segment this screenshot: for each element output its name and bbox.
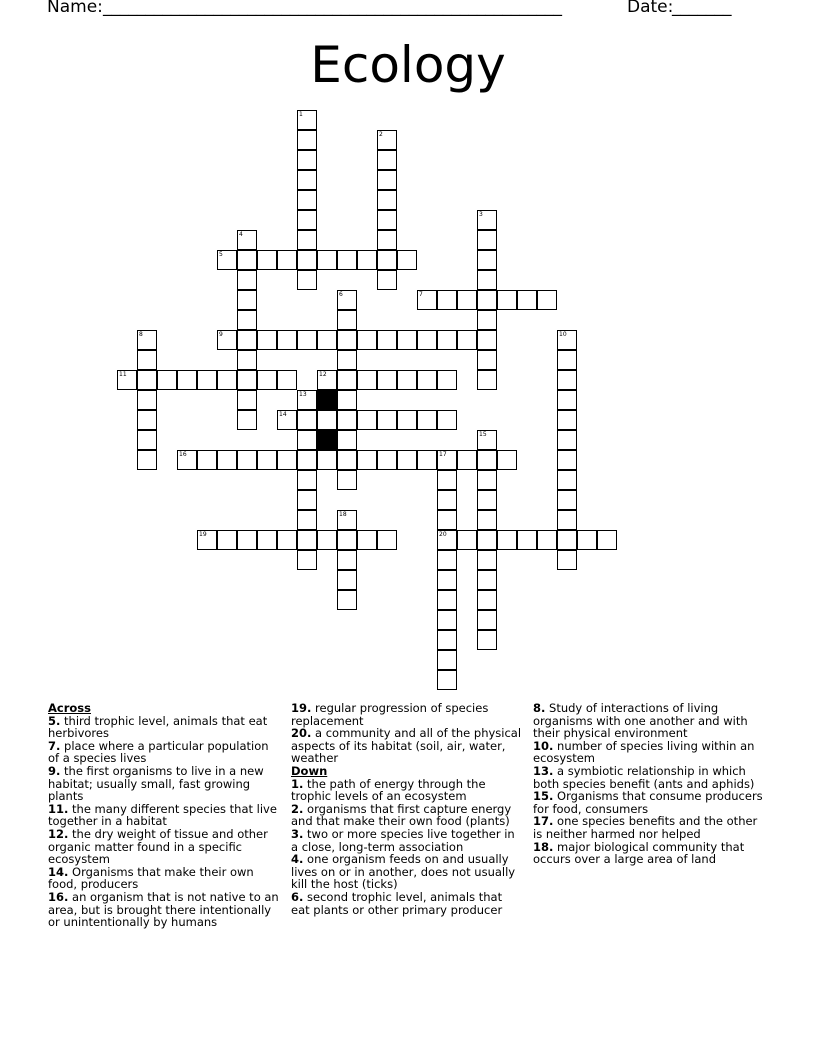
grid-cell[interactable] (237, 370, 257, 390)
clue-item (48, 828, 280, 866)
grid-cell[interactable] (397, 250, 417, 270)
clue-text: organisms that first capture energy and that make their own food (plants) (291, 801, 512, 829)
grid-cell[interactable] (297, 530, 317, 550)
grid-cell[interactable] (437, 410, 457, 430)
clue-text: the first organisms to live in a new habitat; usually small, fast growing plants (48, 763, 264, 804)
clue-item (48, 715, 280, 740)
grid-cell[interactable] (337, 510, 357, 530)
grid-cell[interactable] (497, 290, 517, 310)
grid-cell[interactable] (437, 650, 457, 670)
name-line[interactable]: ______________________________________________________ (103, 0, 562, 17)
clue-text: Organisms that consume producers for food, consumers (533, 789, 763, 816)
clue-number: 7. (48, 738, 61, 753)
page-title: Ecology (310, 36, 506, 94)
clue-item (291, 727, 523, 765)
grid-cell[interactable] (277, 330, 297, 350)
grid-cell[interactable] (477, 350, 497, 370)
grid-cell[interactable] (377, 210, 397, 230)
grid-cell[interactable] (357, 330, 377, 350)
grid-cell[interactable] (237, 270, 257, 290)
grid-cell[interactable] (337, 250, 357, 270)
grid-cell[interactable] (557, 430, 577, 450)
clue-number: 20. (291, 726, 312, 741)
clue-item (291, 853, 523, 891)
clue-number: 8. (533, 701, 546, 715)
grid-cell[interactable] (397, 410, 417, 430)
grid-cell[interactable] (557, 530, 577, 550)
grid-cell[interactable] (437, 290, 457, 310)
grid-cell[interactable] (297, 170, 317, 190)
clue-number: 16 (179, 451, 187, 458)
grid-cell[interactable] (277, 410, 297, 430)
clue-number: 9 (219, 331, 223, 338)
grid-cell[interactable] (297, 150, 317, 170)
grid-cell[interactable] (317, 530, 337, 550)
grid-cell[interactable] (277, 370, 297, 390)
grid-cell[interactable] (437, 550, 457, 570)
grid-cell[interactable] (417, 410, 437, 430)
clue-text: the many different species that live together in a habitat (48, 801, 277, 829)
grid-cell[interactable] (477, 550, 497, 570)
clue-number: 11. (48, 801, 69, 816)
clue-number: 1. (291, 776, 304, 791)
grid-cell[interactable] (437, 510, 457, 530)
clue-number: 10. (533, 738, 554, 753)
grid-cell[interactable] (237, 530, 257, 550)
grid-cell[interactable] (437, 450, 457, 470)
clue-text: the path of energy through the trophic levels of an ecosystem (291, 776, 486, 804)
clue-item (291, 828, 523, 853)
black-square (317, 390, 337, 410)
clue-number: 15 (479, 431, 487, 438)
clue-number: 6 (339, 291, 343, 298)
grid-cell[interactable] (137, 410, 157, 430)
grid-cell[interactable] (437, 370, 457, 390)
grid-cell[interactable] (257, 330, 277, 350)
grid-cell[interactable] (457, 290, 477, 310)
clue-number: 7 (419, 291, 423, 298)
clue-item (533, 815, 765, 840)
grid-cell[interactable] (297, 410, 317, 430)
clue-text: major biological community that occurs over a large area of land (533, 839, 745, 867)
grid-cell[interactable] (377, 530, 397, 550)
grid-cell[interactable] (557, 390, 577, 410)
grid-cell[interactable] (557, 410, 577, 430)
clue-item (48, 803, 280, 828)
grid-cell[interactable] (337, 290, 357, 310)
grid-cell[interactable] (317, 370, 337, 390)
grid-cell[interactable] (297, 110, 317, 130)
grid-cell[interactable] (537, 530, 557, 550)
grid-cell[interactable] (477, 430, 497, 450)
grid-cell[interactable] (177, 450, 197, 470)
date-line[interactable]: _______ (672, 0, 732, 17)
clue-column-1 (48, 702, 280, 929)
grid-cell[interactable] (297, 130, 317, 150)
grid-cell[interactable] (557, 370, 577, 390)
clue-number: 10 (559, 331, 567, 338)
grid-cell[interactable] (197, 530, 217, 550)
grid-cell[interactable] (237, 390, 257, 410)
clue-number: 15. (533, 789, 554, 804)
grid-cell[interactable] (497, 530, 517, 550)
grid-cell[interactable] (257, 450, 277, 470)
clue-number: 16. (48, 889, 69, 904)
grid-cell[interactable] (377, 130, 397, 150)
date-label: Date: (627, 0, 679, 17)
grid-cell[interactable] (437, 610, 457, 630)
grid-cell[interactable] (217, 370, 237, 390)
grid-cell[interactable] (397, 330, 417, 350)
grid-cell[interactable] (457, 450, 477, 470)
grid-cell[interactable] (437, 630, 457, 650)
clue-item (291, 891, 523, 916)
grid-cell[interactable] (217, 450, 237, 470)
clue-text: two or more species live together in a close, long-term association (291, 826, 515, 854)
clue-text: one species benefits and the other is neither harmed nor helped (533, 814, 758, 841)
grid-cell[interactable] (437, 490, 457, 510)
grid-cell[interactable] (217, 250, 237, 270)
grid-cell[interactable] (417, 290, 437, 310)
grid-cell[interactable] (237, 250, 257, 270)
clue-item (291, 803, 523, 828)
grid-cell[interactable] (317, 330, 337, 350)
grid-cell[interactable] (337, 470, 357, 490)
clue-item (48, 891, 280, 929)
grid-cell[interactable] (557, 470, 577, 490)
grid-cell[interactable] (237, 330, 257, 350)
grid-cell[interactable] (437, 530, 457, 550)
grid-cell[interactable] (377, 170, 397, 190)
grid-cell[interactable] (377, 190, 397, 210)
grid-cell[interactable] (337, 390, 357, 410)
grid-cell[interactable] (377, 270, 397, 290)
grid-cell[interactable] (237, 310, 257, 330)
grid-cell[interactable] (477, 630, 497, 650)
clue-column-3 (533, 702, 765, 866)
clue-number: 19 (199, 531, 207, 538)
clue-text: place where a particular population of a species lives (48, 738, 269, 766)
grid-cell[interactable] (337, 530, 357, 550)
clue-item (48, 866, 280, 891)
grid-cell[interactable] (137, 450, 157, 470)
clue-number: 6. (291, 889, 304, 904)
clue-item (291, 778, 523, 803)
grid-cell[interactable] (237, 290, 257, 310)
grid-cell[interactable] (457, 330, 477, 350)
grid-cell[interactable] (337, 370, 357, 390)
grid-cell[interactable] (437, 470, 457, 490)
clue-text: one organism feeds on and usually lives on or in another, does not usually kill the host (ticks) (291, 852, 516, 892)
grid-cell[interactable] (137, 330, 157, 350)
grid-cell[interactable] (477, 570, 497, 590)
grid-cell[interactable] (417, 370, 437, 390)
grid-cell[interactable] (517, 530, 537, 550)
grid-cell[interactable] (477, 370, 497, 390)
grid-cell[interactable] (297, 210, 317, 230)
grid-cell[interactable] (157, 370, 177, 390)
grid-cell[interactable] (357, 250, 377, 270)
grid-cell[interactable] (337, 550, 357, 570)
grid-cell[interactable] (277, 450, 297, 470)
grid-cell[interactable] (477, 290, 497, 310)
grid-cell[interactable] (357, 450, 377, 470)
grid-cell[interactable] (177, 370, 197, 390)
grid-cell[interactable] (457, 530, 477, 550)
grid-cell[interactable] (257, 250, 277, 270)
grid-cell[interactable] (317, 410, 337, 430)
grid-cell[interactable] (357, 410, 377, 430)
clue-item (533, 841, 765, 866)
grid-cell[interactable] (477, 250, 497, 270)
clue-number: 4. (291, 852, 304, 867)
clue-number: 1 (299, 111, 303, 118)
grid-cell[interactable] (497, 450, 517, 470)
clue-item (533, 702, 765, 740)
grid-cell[interactable] (297, 430, 317, 450)
grid-cell[interactable] (297, 510, 317, 530)
clue-number: 13 (299, 391, 307, 398)
grid-cell[interactable] (117, 370, 137, 390)
grid-cell[interactable] (217, 330, 237, 350)
grid-cell[interactable] (277, 530, 297, 550)
grid-cell[interactable] (557, 350, 577, 370)
grid-cell[interactable] (337, 450, 357, 470)
grid-cell[interactable] (477, 230, 497, 250)
clue-number: 14. (48, 864, 69, 879)
grid-cell[interactable] (137, 370, 157, 390)
grid-cell[interactable] (377, 330, 397, 350)
section-heading: Down (291, 763, 328, 778)
grid-cell[interactable] (517, 290, 537, 310)
clue-number: 2 (379, 131, 383, 138)
clue-text: second trophic level, animals that eat plants or other primary producer (291, 889, 503, 917)
grid-cell[interactable] (477, 610, 497, 630)
grid-cell[interactable] (297, 550, 317, 570)
grid-cell[interactable] (377, 370, 397, 390)
clue-number: 17 (439, 451, 447, 458)
grid-cell[interactable] (377, 150, 397, 170)
grid-cell[interactable] (297, 250, 317, 270)
clue-number: 4 (239, 231, 243, 238)
grid-cell[interactable] (377, 410, 397, 430)
clue-text: regular progression of species replacement (291, 701, 489, 728)
grid-cell[interactable] (137, 390, 157, 410)
clue-text: a symbiotic relationship in which both species benefit (ants and aphids) (533, 763, 755, 791)
clue-number: 9. (48, 763, 61, 778)
grid-cell[interactable] (257, 370, 277, 390)
grid-cell[interactable] (337, 330, 357, 350)
grid-cell[interactable] (297, 390, 317, 410)
clue-number: 5 (219, 251, 223, 258)
grid-cell[interactable] (297, 190, 317, 210)
grid-cell[interactable] (417, 450, 437, 470)
grid-cell[interactable] (297, 230, 317, 250)
clue-item (48, 740, 280, 765)
clue-number: 19. (291, 701, 312, 715)
grid-cell[interactable] (237, 350, 257, 370)
clue-number: 2. (291, 801, 304, 816)
clue-number: 12 (319, 371, 327, 378)
clue-text: an organism that is not native to an area, but is brought there intentionally or unintentionally by humans (48, 889, 279, 930)
clue-text: third trophic level, animals that eat herbivores (48, 713, 268, 741)
grid-cell[interactable] (557, 450, 577, 470)
clue-text: Organisms that make their own food, producers (48, 864, 254, 892)
grid-cell[interactable] (377, 250, 397, 270)
clue-item (533, 790, 765, 815)
grid-cell[interactable] (357, 530, 377, 550)
grid-cell[interactable] (477, 270, 497, 290)
grid-cell[interactable] (337, 570, 357, 590)
grid-cell[interactable] (377, 230, 397, 250)
grid-cell[interactable] (537, 290, 557, 310)
grid-cell[interactable] (437, 590, 457, 610)
grid-cell[interactable] (557, 510, 577, 530)
clue-number: 3. (291, 826, 304, 841)
clue-column-2 (291, 702, 523, 916)
clue-list (48, 702, 778, 942)
name-label: Name: (47, 0, 109, 17)
grid-cell[interactable] (397, 450, 417, 470)
grid-cell[interactable] (197, 450, 217, 470)
grid-cell[interactable] (477, 330, 497, 350)
grid-cell[interactable] (237, 410, 257, 430)
grid-cell[interactable] (257, 530, 277, 550)
grid-cell[interactable] (417, 330, 437, 350)
grid-cell[interactable] (557, 490, 577, 510)
clue-item (48, 765, 280, 803)
grid-cell[interactable] (557, 550, 577, 570)
clue-number: 20 (439, 531, 447, 538)
clue-number: 14 (279, 411, 287, 418)
grid-cell[interactable] (297, 470, 317, 490)
grid-cell[interactable] (297, 270, 317, 290)
clue-item (291, 702, 523, 727)
grid-cell[interactable] (337, 410, 357, 430)
grid-cell[interactable] (477, 490, 497, 510)
grid-cell[interactable] (337, 350, 357, 370)
grid-cell[interactable] (477, 510, 497, 530)
clue-item (533, 740, 765, 765)
grid-cell[interactable] (557, 330, 577, 350)
grid-cell[interactable] (277, 250, 297, 270)
clue-number: 18 (339, 511, 347, 518)
grid-cell[interactable] (477, 530, 497, 550)
clue-number: 5. (48, 713, 61, 728)
clue-number: 8 (139, 331, 143, 338)
clue-text: a community and all of the physical aspects of its habitat (soil, air, water, weather (291, 726, 522, 766)
grid-cell[interactable] (297, 450, 317, 470)
grid-cell[interactable] (317, 250, 337, 270)
grid-cell[interactable] (477, 450, 497, 470)
grid-cell[interactable] (317, 450, 337, 470)
grid-cell[interactable] (477, 210, 497, 230)
grid-cell[interactable] (437, 670, 457, 690)
section-heading: Across (48, 701, 91, 715)
grid-cell[interactable] (337, 590, 357, 610)
grid-cell[interactable] (217, 530, 237, 550)
grid-cell[interactable] (197, 370, 217, 390)
clue-text: the dry weight of tissue and other organic matter found in a specific ecosystem (48, 826, 268, 867)
clue-text: number of species living within an ecosystem (533, 738, 755, 766)
clue-number: 18. (533, 839, 554, 854)
grid-cell[interactable] (477, 310, 497, 330)
clue-number: 12. (48, 826, 69, 841)
grid-cell[interactable] (577, 530, 597, 550)
grid-cell[interactable] (477, 470, 497, 490)
grid-cell[interactable] (297, 490, 317, 510)
grid-cell[interactable] (597, 530, 617, 550)
clue-number: 17. (533, 814, 554, 829)
grid-cell[interactable] (437, 330, 457, 350)
clue-number: 11 (119, 371, 127, 378)
grid-cell[interactable] (137, 430, 157, 450)
grid-cell[interactable] (377, 450, 397, 470)
grid-cell[interactable] (357, 370, 377, 390)
grid-cell[interactable] (337, 430, 357, 450)
grid-cell[interactable] (237, 230, 257, 250)
grid-cell[interactable] (337, 310, 357, 330)
clue-number: 3 (479, 211, 483, 218)
clue-text: Study of interactions of living organisms with one another and with their physical environment (533, 701, 748, 741)
black-square (317, 430, 337, 450)
clue-item (533, 765, 765, 790)
grid-cell[interactable] (237, 450, 257, 470)
grid-cell[interactable] (137, 350, 157, 370)
grid-cell[interactable] (397, 370, 417, 390)
clue-number: 13. (533, 763, 554, 778)
grid-cell[interactable] (437, 570, 457, 590)
grid-cell[interactable] (477, 590, 497, 610)
grid-cell[interactable] (297, 330, 317, 350)
